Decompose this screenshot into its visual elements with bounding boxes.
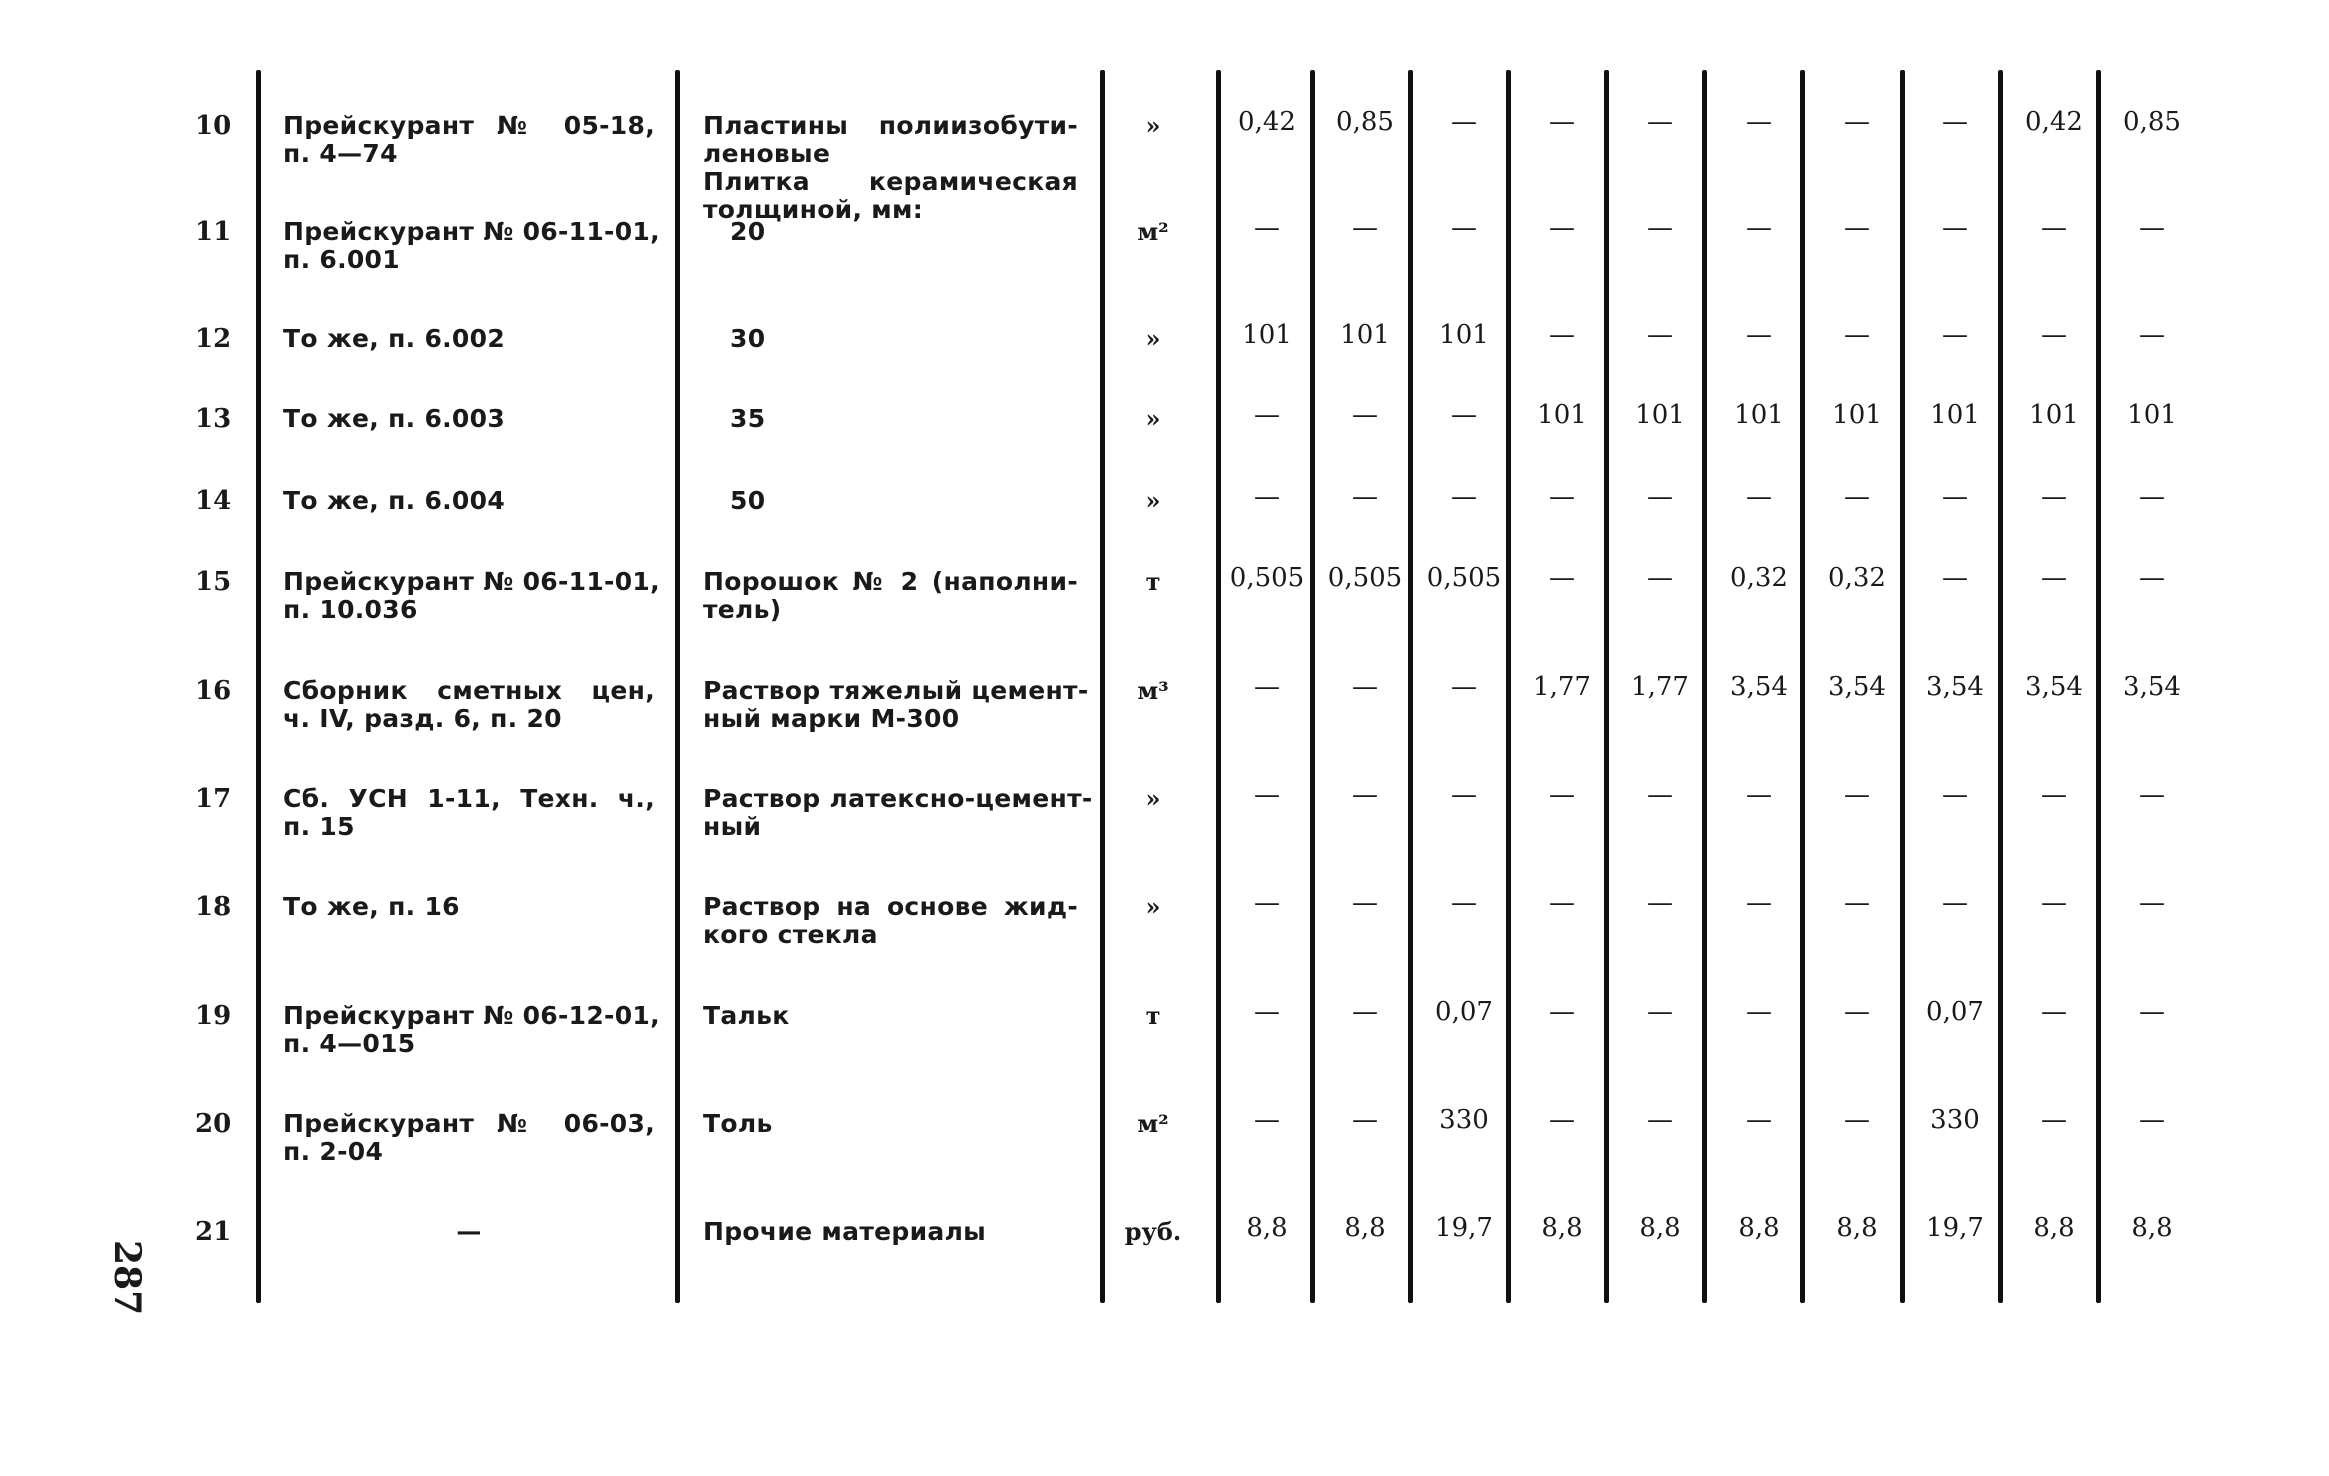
value-cell: 1,77: [1631, 672, 1689, 702]
value-cell: 101: [1537, 400, 1587, 430]
value-cell: —: [2041, 997, 2067, 1027]
value-cell: —: [1746, 997, 1772, 1027]
value-cell: —: [1647, 1105, 1673, 1135]
value-cell: —: [1746, 482, 1772, 512]
value-cell: —: [1451, 482, 1477, 512]
value-cell: —: [1844, 780, 1870, 810]
value-cell: —: [1451, 672, 1477, 702]
source-reference: [283, 567, 660, 624]
value-cell: 101: [2127, 400, 2177, 430]
source-line: Сборник сметных цен,: [283, 676, 655, 705]
value-cell: —: [1549, 997, 1575, 1027]
source-line: Прейскурант № 06-11-01,: [283, 567, 660, 596]
value-cell: 3,54: [1926, 672, 1984, 702]
value-cell: —: [1647, 320, 1673, 350]
unit-of-measure: руб.: [1124, 1217, 1182, 1246]
value-cell: —: [1549, 482, 1575, 512]
material-name: [703, 568, 1078, 624]
value-cell: —: [1451, 780, 1477, 810]
source-line: п. 15: [283, 812, 355, 841]
value-cell: 330: [1930, 1105, 1980, 1135]
source-reference: [283, 112, 655, 168]
row-number: 18: [195, 892, 232, 922]
material-name: [703, 676, 1089, 733]
value-cell: 3,54: [2025, 672, 2083, 702]
value-cell: 8,8: [2033, 1213, 2075, 1243]
unit-of-measure: т: [1145, 1001, 1161, 1030]
row-number: 16: [195, 676, 232, 706]
value-cell: —: [1647, 997, 1673, 1027]
material-line: Тальк: [703, 1001, 790, 1030]
material-line: Раствор латексно-цемент-: [703, 784, 1093, 813]
value-cell: —: [1352, 672, 1378, 702]
value-cell: 101: [1635, 400, 1685, 430]
value-cell: —: [1647, 888, 1673, 918]
material-line: Пластины полиизобути-: [703, 111, 1078, 140]
value-cell: 3,54: [2123, 672, 2181, 702]
value-cell: 330: [1439, 1105, 1489, 1135]
value-cell: —: [1352, 400, 1378, 430]
value-cell: 0,85: [2123, 107, 2181, 137]
material-name: [703, 893, 1078, 949]
unit-of-measure: »: [1145, 892, 1161, 921]
value-cell: —: [1746, 1105, 1772, 1135]
value-cell: —: [1942, 320, 1968, 350]
value-cell: —: [1844, 107, 1870, 137]
source-reference: [283, 677, 655, 733]
value-cell: —: [2139, 888, 2165, 918]
value-cell: —: [1647, 780, 1673, 810]
value-cell: —: [1844, 482, 1870, 512]
material-line: 50: [730, 486, 766, 515]
value-cell: —: [2041, 888, 2067, 918]
value-cell: 0,42: [2025, 107, 2083, 137]
unit-of-measure: »: [1145, 324, 1161, 353]
material-line: леновые: [703, 139, 831, 168]
source-line: Прейскурант № 06-11-01,: [283, 217, 660, 246]
row-number: 13: [195, 404, 232, 434]
value-cell: —: [1352, 213, 1378, 243]
material-name: [703, 1002, 1078, 1030]
source-reference: [283, 325, 655, 353]
value-cell: 101: [1930, 400, 1980, 430]
source-line: Прейскурант № 05-18,: [283, 111, 655, 140]
source-reference: [283, 893, 655, 921]
source-line: Прейскурант № 06-12-01,: [283, 1001, 660, 1030]
value-cell: 3,54: [1730, 672, 1788, 702]
value-cell: 1,77: [1533, 672, 1591, 702]
row-number: 11: [195, 217, 232, 247]
value-cell: —: [1942, 107, 1968, 137]
column-rule: [256, 70, 261, 1303]
value-cell: —: [2139, 320, 2165, 350]
unit-of-measure: »: [1145, 111, 1161, 140]
material-name: [703, 405, 1078, 433]
unit-of-measure: м²: [1137, 217, 1169, 246]
material-name: [703, 1110, 1078, 1138]
source-line: Сб. УСН 1-11, Техн. ч.,: [283, 784, 655, 813]
value-cell: 8,8: [1344, 1213, 1386, 1243]
value-cell: 19,7: [1435, 1213, 1493, 1243]
value-cell: —: [1549, 320, 1575, 350]
value-cell: —: [1647, 107, 1673, 137]
value-cell: —: [1844, 1105, 1870, 1135]
value-cell: —: [1647, 213, 1673, 243]
material-line: кого стекла: [703, 920, 878, 949]
value-cell: —: [1746, 213, 1772, 243]
value-cell: —: [1746, 888, 1772, 918]
source-line: ч. IV, разд. 6, п. 20: [283, 704, 562, 733]
source-line: То же, п. 6.003: [283, 404, 506, 433]
value-cell: —: [1352, 1105, 1378, 1135]
page-number: 287: [106, 1240, 148, 1316]
value-cell: —: [2139, 1105, 2165, 1135]
value-cell: —: [2041, 320, 2067, 350]
material-name: [703, 784, 1093, 841]
material-line: Плитка керамическая: [703, 167, 1078, 196]
value-cell: —: [1549, 888, 1575, 918]
source-reference: [283, 405, 655, 433]
material-name: [703, 1218, 1078, 1246]
value-cell: —: [1549, 213, 1575, 243]
source-reference: [283, 1001, 660, 1058]
value-cell: 0,505: [1229, 563, 1305, 593]
value-cell: —: [1647, 482, 1673, 512]
value-cell: —: [1352, 888, 1378, 918]
row-number: 12: [195, 324, 232, 354]
column-rule: [675, 70, 680, 1303]
value-cell: —: [2041, 482, 2067, 512]
source-line: То же, п. 6.002: [283, 324, 506, 353]
row-number: 20: [195, 1109, 232, 1139]
material-name: [703, 218, 1078, 246]
value-cell: —: [2139, 563, 2165, 593]
value-cell: —: [1254, 672, 1280, 702]
value-cell: —: [2139, 213, 2165, 243]
value-cell: —: [1549, 107, 1575, 137]
value-cell: —: [2041, 1105, 2067, 1135]
value-cell: —: [1254, 780, 1280, 810]
value-cell: 8,8: [1541, 1213, 1583, 1243]
material-line: Порошок № 2 (наполни-: [703, 567, 1078, 596]
unit-of-measure: м²: [1137, 1109, 1169, 1138]
unit-of-measure: т: [1145, 567, 1161, 596]
value-cell: —: [2139, 997, 2165, 1027]
source-line: п. 10.036: [283, 595, 418, 624]
value-cell: —: [1352, 780, 1378, 810]
value-cell: 8,8: [1639, 1213, 1681, 1243]
value-cell: —: [1746, 780, 1772, 810]
source-reference: [283, 487, 655, 515]
value-cell: 0,07: [1435, 997, 1493, 1027]
value-cell: —: [1844, 888, 1870, 918]
source-line: То же, п. 16: [283, 892, 460, 921]
value-cell: —: [1746, 320, 1772, 350]
source-line: п. 6.001: [283, 245, 400, 274]
material-line: Раствор тяжелый цемент-: [703, 676, 1089, 705]
source-reference: [283, 1110, 655, 1166]
row-number: 21: [195, 1217, 232, 1247]
row-number: 14: [195, 486, 232, 516]
material-line: 20: [730, 217, 766, 246]
row-number: 10: [195, 111, 232, 141]
value-cell: 8,8: [1836, 1213, 1878, 1243]
value-cell: 8,8: [2131, 1213, 2173, 1243]
material-line: Раствор на основе жид-: [703, 892, 1078, 921]
value-cell: —: [1549, 780, 1575, 810]
source-line: п. 4—015: [283, 1029, 416, 1058]
value-cell: —: [1254, 888, 1280, 918]
value-cell: —: [1942, 888, 1968, 918]
value-cell: —: [2041, 213, 2067, 243]
value-cell: —: [1942, 780, 1968, 810]
material-line: ный марки М-300: [703, 704, 960, 733]
source-reference: [283, 1218, 655, 1246]
value-cell: 0,505: [1327, 563, 1403, 593]
unit-of-measure: »: [1145, 784, 1161, 813]
value-cell: 101: [1340, 320, 1390, 350]
material-line: 30: [730, 324, 766, 353]
source-line: Прейскурант № 06-03,: [283, 1109, 655, 1138]
value-cell: —: [1942, 482, 1968, 512]
value-cell: —: [1451, 888, 1477, 918]
value-cell: —: [1254, 997, 1280, 1027]
value-cell: —: [2041, 563, 2067, 593]
value-cell: —: [1844, 997, 1870, 1027]
material-line: Толь: [703, 1109, 773, 1138]
source-line: То же, п. 6.004: [283, 486, 506, 515]
source-reference: [283, 785, 655, 841]
value-cell: 0,42: [1238, 107, 1296, 137]
value-cell: 0,505: [1426, 563, 1502, 593]
value-cell: 101: [1832, 400, 1882, 430]
value-cell: 19,7: [1926, 1213, 1984, 1243]
unit-of-measure: »: [1145, 404, 1161, 433]
value-cell: 0,32: [1828, 563, 1886, 593]
value-cell: —: [1254, 482, 1280, 512]
value-cell: —: [1451, 400, 1477, 430]
value-cell: 0,07: [1926, 997, 1984, 1027]
value-cell: —: [1844, 213, 1870, 243]
source-line: п. 4—74: [283, 139, 398, 168]
material-line: толщиной, мм:: [703, 195, 924, 224]
value-cell: 8,8: [1246, 1213, 1288, 1243]
value-cell: —: [2139, 780, 2165, 810]
value-cell: —: [1549, 563, 1575, 593]
material-line: Прочие материалы: [703, 1217, 987, 1246]
source-line: —: [456, 1217, 482, 1246]
value-cell: —: [1352, 997, 1378, 1027]
value-cell: —: [1549, 1105, 1575, 1135]
value-cell: 3,54: [1828, 672, 1886, 702]
value-cell: 101: [1242, 320, 1292, 350]
value-cell: 101: [1734, 400, 1784, 430]
value-cell: —: [1451, 107, 1477, 137]
value-cell: —: [1746, 107, 1772, 137]
source-reference: [283, 217, 660, 274]
column-rule: [1100, 70, 1105, 1303]
value-cell: —: [1352, 482, 1378, 512]
value-cell: —: [1451, 213, 1477, 243]
material-line: тель): [703, 595, 782, 624]
value-cell: —: [1254, 400, 1280, 430]
row-number: 19: [195, 1001, 232, 1031]
material-line: 35: [730, 404, 766, 433]
value-cell: —: [1942, 213, 1968, 243]
material-name: [703, 325, 1078, 353]
source-line: п. 2-04: [283, 1137, 384, 1166]
value-cell: —: [1844, 320, 1870, 350]
value-cell: 8,8: [1738, 1213, 1780, 1243]
value-cell: 0,85: [1336, 107, 1394, 137]
material-name: [703, 112, 1078, 224]
value-cell: 0,32: [1730, 563, 1788, 593]
value-cell: —: [1942, 563, 1968, 593]
value-cell: —: [2041, 780, 2067, 810]
value-cell: —: [1254, 213, 1280, 243]
value-cell: 101: [2029, 400, 2079, 430]
value-cell: 101: [1439, 320, 1489, 350]
material-line: ный: [703, 812, 762, 841]
value-cell: —: [2139, 482, 2165, 512]
unit-of-measure: »: [1145, 486, 1161, 515]
row-number: 17: [195, 784, 232, 814]
value-cell: —: [1647, 563, 1673, 593]
material-name: [703, 487, 1078, 515]
unit-of-measure: м³: [1137, 676, 1169, 705]
value-cell: —: [1254, 1105, 1280, 1135]
row-number: 15: [195, 567, 232, 597]
